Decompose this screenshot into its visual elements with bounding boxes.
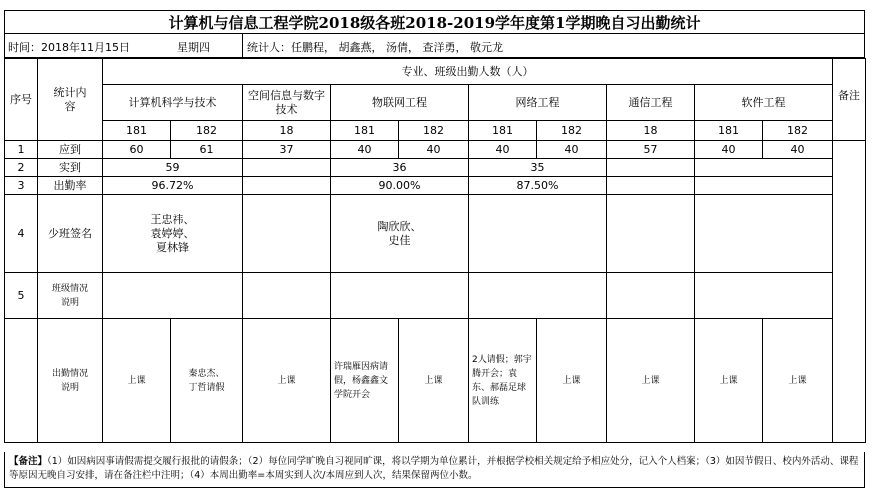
counters-label: 统计人：任鹏程， 胡鑫燕， 汤倩， 查洋勇， 敬元龙	[247, 41, 503, 54]
data-cell: 40	[331, 141, 399, 159]
data-cell: 87.50%	[469, 177, 607, 195]
signature-text: 王忠祎、袁婷婷、夏林锋	[150, 212, 195, 254]
info-bar	[4, 34, 865, 58]
data-cell: 61	[171, 141, 243, 159]
data-cell	[243, 159, 331, 177]
row-number: 2	[5, 159, 38, 177]
header-group: 专业、班级出勤人数（人）	[103, 59, 833, 85]
attendance-cell: 上课	[763, 319, 833, 443]
data-cell	[695, 195, 833, 273]
data-cell: 59	[103, 159, 243, 177]
data-cell	[607, 195, 695, 273]
data-cell: 40	[695, 141, 763, 159]
attendance-cell	[331, 319, 399, 443]
row-label: 实到	[38, 159, 103, 177]
major-network: 网络工程	[469, 85, 607, 121]
row-label: 出勤情况说明	[38, 319, 103, 443]
attendance-text: 2人请假；郭宇腾开会；袁东、郝磊足球队训练	[472, 354, 532, 407]
class-code: 182	[763, 121, 833, 141]
footnote-text: （1）如因病因事请假需提交履行报批的请假条；（2）每位同学旷晚自习视同旷课，将以学期为单位累计，并根据学校相关规定给予相应处分，记入个人档案；（3）如因节假日、校内外活动、课程等原因无晚自习安排，请在备注栏中注明；（4）本周出勤率=本周实到人次/本周应到人次，结果保留两位小数。	[9, 456, 859, 481]
class-code: 18	[243, 121, 331, 141]
signature-text: 陶欣欣、史佳	[377, 219, 422, 247]
attendance-text: 许瑞雁因病请假，杨鑫鑫文学院开会	[334, 361, 389, 400]
row-label: 应到	[38, 141, 103, 159]
data-cell: 35	[469, 159, 607, 177]
table-row	[5, 273, 866, 319]
data-cell: 96.72%	[103, 177, 243, 195]
signature-cell	[331, 195, 469, 273]
table-row	[5, 159, 866, 177]
attendance-table	[4, 58, 866, 443]
class-code: 181	[469, 121, 537, 141]
attendance-cell: 上课	[103, 319, 171, 443]
class-code: 182	[171, 121, 243, 141]
class-code: 181	[103, 121, 171, 141]
data-cell	[243, 177, 331, 195]
data-cell	[607, 177, 695, 195]
row-label: 出勤率	[38, 177, 103, 195]
attendance-cell: 上课	[243, 319, 331, 443]
signature-cell	[103, 195, 243, 273]
data-cell	[695, 177, 833, 195]
major-software: 软件工程	[695, 85, 833, 121]
class-code: 182	[399, 121, 469, 141]
data-cell	[103, 273, 243, 319]
data-cell: 90.00%	[331, 177, 469, 195]
info-divider	[242, 34, 243, 57]
data-cell: 40	[763, 141, 833, 159]
data-cell	[243, 273, 331, 319]
row-number: 5	[5, 273, 38, 319]
row-number: 4	[5, 195, 38, 273]
weekday-label: 星期四	[177, 41, 210, 54]
attendance-cell: 上课	[537, 319, 607, 443]
data-cell: 36	[331, 159, 469, 177]
attendance-cell: 上课	[695, 319, 763, 443]
attendance-cell	[469, 319, 537, 443]
major-spatial: 空间信息与数字技术	[243, 85, 331, 121]
data-cell	[331, 273, 469, 319]
class-code: 182	[537, 121, 607, 141]
header-seq: 序号	[5, 59, 38, 141]
data-cell	[695, 159, 833, 177]
data-cell: 37	[243, 141, 331, 159]
attendance-cell: 上课	[607, 319, 695, 443]
attendance-cell	[171, 319, 243, 443]
remark-cell	[833, 141, 866, 443]
date-label: 时间：2018年11月15日	[8, 41, 130, 54]
major-iot: 物联网工程	[331, 85, 469, 121]
footnote	[4, 452, 865, 488]
data-cell: 60	[103, 141, 171, 159]
header-content: 统计内容	[38, 59, 103, 141]
table-row	[5, 141, 866, 159]
data-cell	[469, 195, 607, 273]
table-row	[5, 319, 866, 443]
data-cell: 40	[399, 141, 469, 159]
major-cs: 计算机科学与技术	[103, 85, 243, 121]
class-code: 181	[695, 121, 763, 141]
class-code: 18	[607, 121, 695, 141]
table-row	[5, 195, 866, 273]
row-label: 少班签名	[38, 195, 103, 273]
data-cell	[469, 273, 607, 319]
attendance-cell: 上课	[399, 319, 469, 443]
data-cell	[695, 273, 833, 319]
data-cell: 40	[469, 141, 537, 159]
attendance-text: 秦忠杰、丁哲请假	[188, 368, 225, 393]
data-cell: 40	[537, 141, 607, 159]
data-cell	[607, 159, 695, 177]
row-number: 1	[5, 141, 38, 159]
data-cell	[243, 195, 331, 273]
table-row	[5, 177, 866, 195]
class-code: 181	[331, 121, 399, 141]
data-cell	[607, 273, 695, 319]
footnote-label: 【备注】	[9, 456, 48, 467]
major-comm: 通信工程	[607, 85, 695, 121]
data-cell: 57	[607, 141, 695, 159]
row-number	[5, 319, 38, 443]
row-number: 3	[5, 177, 38, 195]
row-label: 班级情况说明	[38, 273, 103, 319]
header-remark: 备注	[833, 59, 866, 141]
page-title: 计算机与信息工程学院2018级各班2018-2019学年度第1学期晚自习出勤统计	[4, 10, 865, 34]
